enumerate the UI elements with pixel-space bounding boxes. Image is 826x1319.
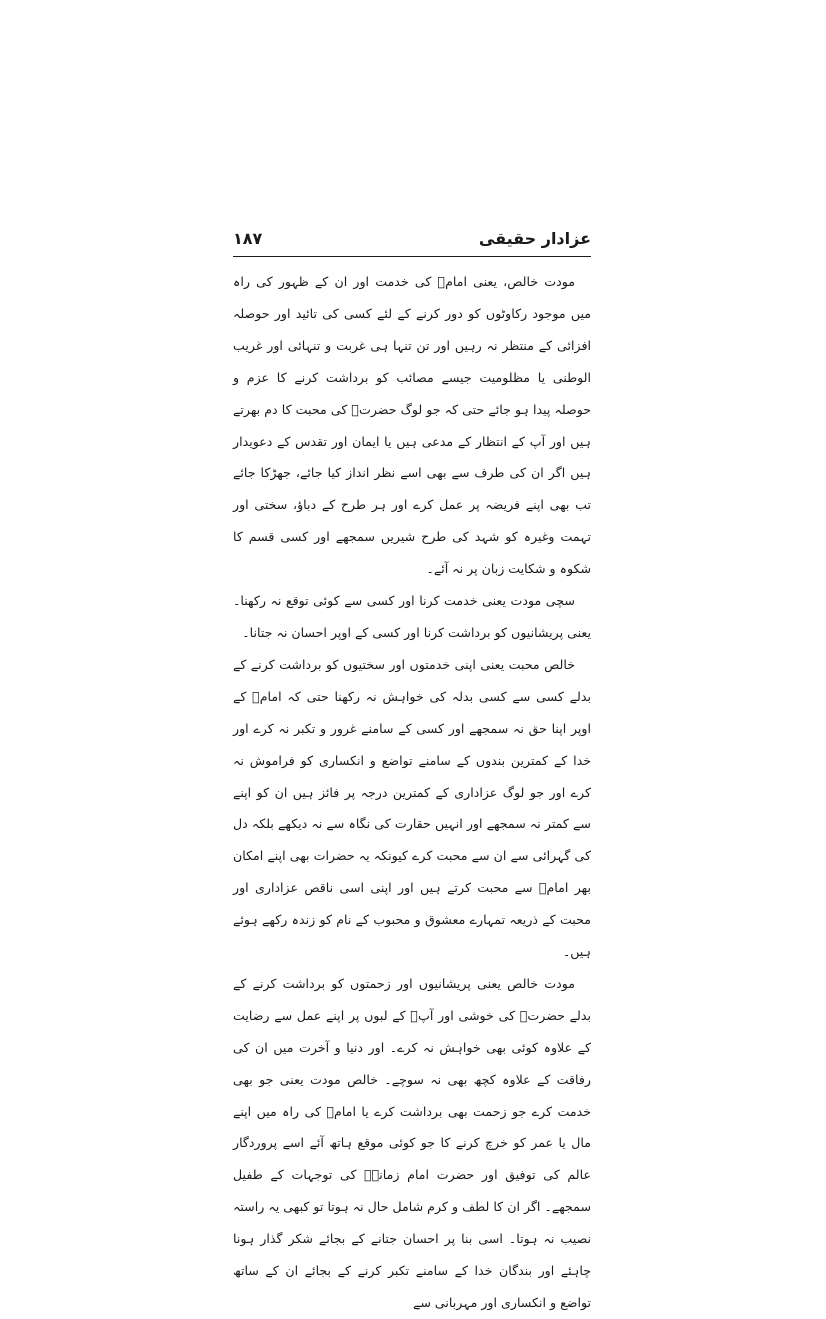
paragraph: مودت خالص یعنی پریشانیوں اور زحمتوں کو برداشت کرنے کے بدلے حضرتؑ کی خوشی اور آپؑ کے لبوں پر اپنے عمل سے رضایت کے علاوہ کوئی بھی خواہش نہ کرے۔ اور دنیا و آخرت میں ان کی رفاقت کے علاوہ کچھ بھی نہ سوچے۔ خالص مودت یعنی جو بھی خدمت کرے جو زحمت بھی برداشت کرے یا امامؑ کی راہ میں اپنے مال یا عمر کو خرچ کرنے کا جو کوئی موقع ہاتھ آئے اسے پروردگار عالم کی توفیق اور حضرت امام زمانہؑ کی توجہات کے طفیل سمجھے۔ اگر ان کا لطف و کرم شامل حال نہ ہوتا تو کبھی یہ راستہ نصیب نہ ہوتا۔ اسی بنا پر احسان جتانے کے بجائے شکر گذار ہونا چاہئے اور بندگان خدا کے سامنے تکبر کرنے کے بجائے ان کے ساتھ تواضع و انکساری اور مہربانی سے bbox=[233, 975, 591, 1310]
paragraph: خالص محبت یعنی اپنی خدمتوں اور سختیوں کو برداشت کرنے کے بدلے کسی سے کسی بدلہ کی خواہش نہ رکھنا حتی کہ امامؑ کے اوپر اپنا حق نہ سمجھے اور کسی کے سامنے غرور و تکبر نہ کرے اور خدا کے کمترین بندوں کے سامنے تواضع و انکساری کو فراموش نہ کرے اور جو لوگ عزاداری کے کمترین درجہ پر فائز ہیں ان کو اپنے سے کمتر نہ سمجھے اور انہیں حقارت کی نگاہ سے نہ دیکھے بلکہ دل کی گہرائی سے ان سے محبت کرے کیونکہ یہ حضرات بھی اپنے امکان بھر امامؑ سے محبت کرتے ہیں اور اپنی اسی ناقص عزاداری اور محبت کے ذریعہ تمہارے معشوق و محبوب کے نام کو زندہ رکھے ہوئے ہیں۔ bbox=[233, 656, 591, 960]
paragraph: مودت خالص، یعنی امامؑ کی خدمت اور ان کے ظہور کی راہ میں موجود رکاوٹوں کو دور کرنے کے لئے کسی کی تائید اور حوصلہ افزائی کے منتظر نہ رہیں اور تن تنہا ہی غربت و تنہائی اور غریب الوطنی یا مظلومیت جیسے مصائب کو برداشت کرنے کا عزم و حوصلہ پیدا ہو جائے حتی کہ جو لوگ حضرتؑ کی محبت کا دم بھرتے ہیں اور آپ کے انتظار کے مدعی ہیں یا ایمان اور تقدس کے دعویدار ہیں اگر ان کی طرف سے بھی اسے نظر انداز کیا جائے، جھڑکا جائے تب بھی اپنے فریضہ پر عمل کرے اور ہر طرح کے دباؤ، سختی اور تہمت وغیرہ کو شہد کی طرح شیریں سمجھے اور کسی قسم کا شکوہ و شکایت زبان پر نہ آئے۔ bbox=[233, 274, 591, 577]
paragraph: سچی مودت یعنی خدمت کرنا اور کسی سے کوئی توقع نہ رکھنا۔ یعنی پریشانیوں کو برداشت کرنا اور کسی کے اوپر احسان نہ جتانا۔ bbox=[233, 593, 591, 640]
body-text bbox=[233, 266, 591, 1319]
header-rule bbox=[233, 256, 591, 257]
book-title: عزادار حقیقی bbox=[478, 229, 591, 248]
page-header bbox=[233, 228, 591, 252]
page-number: ۱۸۷ bbox=[233, 229, 263, 248]
